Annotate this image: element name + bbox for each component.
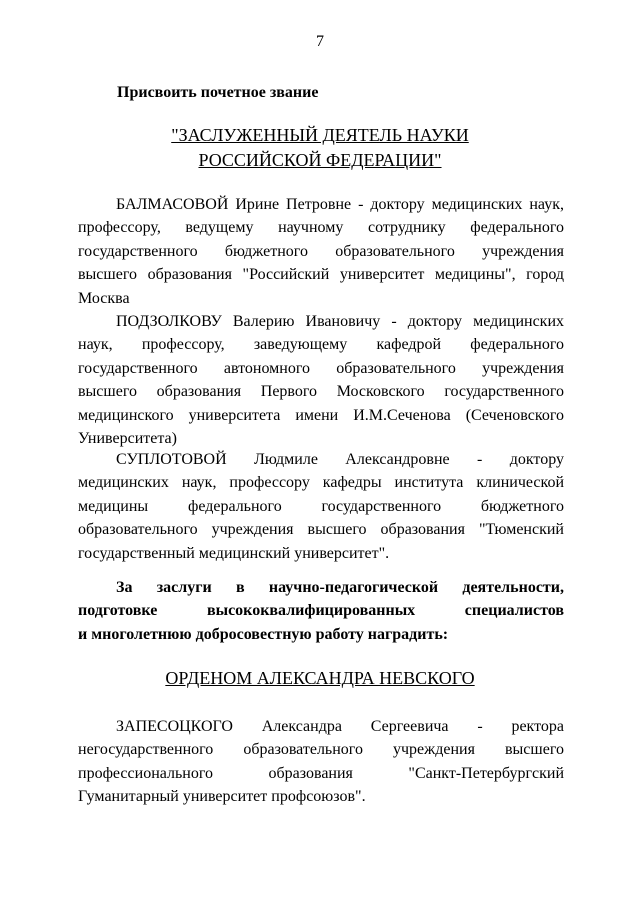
entry-line: ЗАПЕСОЦКОГО Александра Сергеевича - ректора xyxy=(116,718,564,735)
entry-line: Гуманитарный университет профсоюзов". xyxy=(78,788,366,806)
entry-line: негосударственного образовательного учреждения высшего xyxy=(78,741,564,759)
entry-line: медицины федерального государственного бюджетного xyxy=(78,497,564,515)
entry-line: СУПЛОТОВОЙ Людмиле Александровне - доктору xyxy=(116,451,564,468)
nominee-entry-podzolkov xyxy=(78,310,564,450)
section-heading: Присвоить почетное звание xyxy=(117,84,319,101)
order-title: ОРДЕНОМ АЛЕКСАНДРА НЕВСКОГО xyxy=(165,668,475,688)
entry-line: профессору, ведущему научному сотруднику федерального xyxy=(78,219,564,237)
page-number: 7 xyxy=(316,33,324,50)
award-decree-text xyxy=(78,576,564,646)
honorary-title xyxy=(0,123,640,173)
entry-line: государственного автономного образовательного учреждения xyxy=(78,359,564,377)
entry-line: ПОДЗОЛКОВУ Валерию Ивановичу - доктору медицинских xyxy=(116,313,564,330)
entry-line: БАЛМАСОВОЙ Ирине Петровне - доктору медицинских наук, xyxy=(116,196,564,213)
entry-line: образовательного учреждения высшего образования "Тюменский xyxy=(78,521,564,539)
entry-line: высшего образования "Российский университет медицины", город xyxy=(78,266,564,284)
entry-line: медицинского университета имени И.М.Сеченова (Сеченовского xyxy=(78,406,564,424)
entry-line: государственного бюджетного образовательного учреждения xyxy=(78,242,564,260)
entry-line: государственный медицинский университет". xyxy=(78,544,390,562)
entry-line: Университета) xyxy=(78,430,177,448)
nominee-entry-balmasova xyxy=(78,193,564,310)
award-text-line: и многолетнюю добросовестную работу наградить: xyxy=(78,625,449,643)
entry-line: наук, профессору, заведующему кафедрой федерального xyxy=(78,336,564,354)
entry-line: медицинских наук, профессору кафедры института клинической xyxy=(78,474,564,492)
entry-line: высшего образования Первого Московского государственного xyxy=(78,383,564,401)
nominee-entry-zapesotsky xyxy=(78,715,564,809)
honorary-title-line: РОССИЙСКОЙ ФЕДЕРАЦИИ" xyxy=(198,150,442,170)
honorary-title-line: "ЗАСЛУЖЕННЫЙ ДЕЯТЕЛЬ НАУКИ xyxy=(171,125,469,145)
award-text-line: подготовке высококвалифицированных специалистов xyxy=(78,602,564,620)
award-text-line: За заслуги в научно-педагогической деятельности, xyxy=(116,579,564,596)
entry-line: Москва xyxy=(78,289,130,307)
nominee-entry-suplotova xyxy=(78,448,564,565)
entry-line: профессионального образования "Санкт-Петербургский xyxy=(78,764,564,782)
